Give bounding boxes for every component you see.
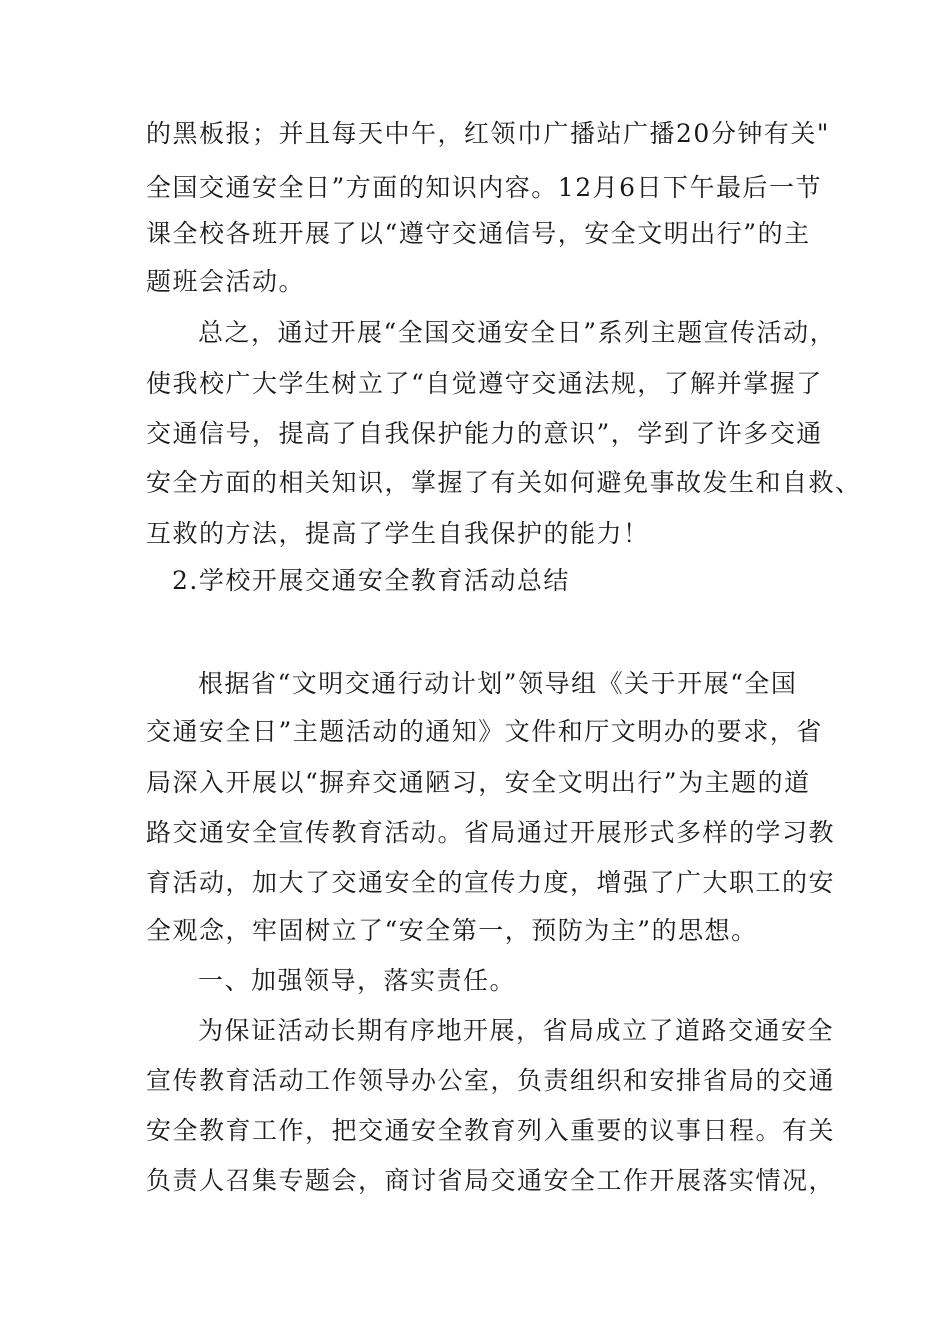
body-text-line: 交通安全日”主题活动的通知》文件和厅文明办的要求，省 — [146, 717, 823, 746]
body-text-line: 课全校各班开展了以“遵守交通信号，安全文明出行”的主 — [146, 219, 811, 248]
body-text-line: 育活动，加大了交通安全的宣传力度，增强了广大职工的安 — [146, 868, 836, 897]
body-text-line: 的黑板报；并且每天中午，红领巾广播站广播20分钟有关" — [146, 119, 830, 148]
body-text-line: 互救的方法，提高了学生自我保护的能力！ — [146, 519, 650, 548]
body-text-line: 根据省“文明交通行动计划”领导组《关于开展“全国 — [198, 669, 798, 698]
article-heading: 2.学校开展交通安全教育活动总结 — [172, 566, 570, 595]
body-text-line: 总之，通过开展“全国交通安全日”系列主题宣传活动， — [198, 318, 837, 347]
body-text-line: 安全教育工作，把交通安全教育列入重要的议事日程。有关 — [146, 1116, 836, 1145]
body-text-line: 交通信号，提高了自我保护能力的意识”，学到了许多交通 — [146, 419, 823, 448]
body-text-line: 安全方面的相关知识，掌握了有关如何避免事故发生和自救、 — [146, 468, 862, 497]
section-title: 一、加强领导，落实责任。 — [198, 966, 517, 995]
body-text-line: 全观念，牢固树立了“安全第一，预防为主”的思想。 — [146, 916, 758, 945]
body-text-line: 局深入开展以“摒弃交通陋习，安全文明出行”为主题的道 — [146, 768, 811, 797]
body-text-line: 全国交通安全日”方面的知识内容。12月6日下午最后一节 — [146, 173, 823, 202]
body-text-line: 题班会活动。 — [146, 267, 306, 296]
body-text-line: 宣传教育活动工作领导办公室，负责组织和安排省局的交通 — [146, 1066, 836, 1095]
body-text-line: 使我校广大学生树立了“自觉遵守交通法规，了解并掌握了 — [146, 369, 823, 398]
body-text-line: 路交通安全宣传教育活动。省局通过开展形式多样的学习教 — [146, 818, 836, 847]
body-text-line: 为保证活动长期有序地开展，省局成立了道路交通安全 — [198, 1016, 835, 1045]
body-text-line: 负责人召集专题会，商讨省局交通安全工作开展落实情况， — [146, 1166, 836, 1195]
